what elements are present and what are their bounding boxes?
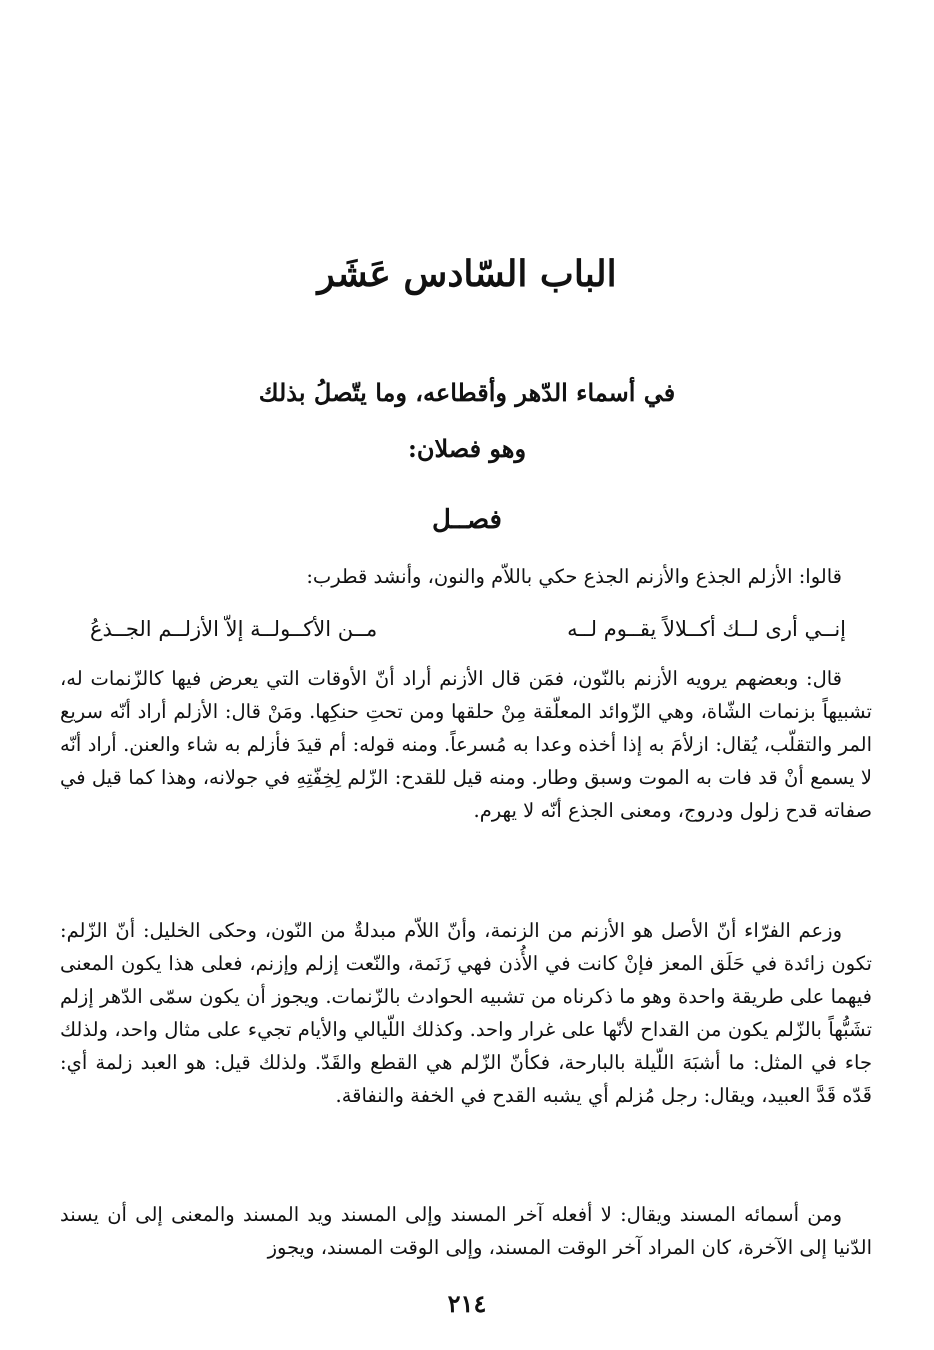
paragraph-2: وزعم الفرّاء أنّ الأصل هو الأزنم من الزنمة، وأنّ اللاّم مبدلةٌ من النّون، وحكى الخليل: أنّ الزّلم: تكون زائدة في حَلَق المعز فإنْ كانت في الأُذن فهي زَنَمة، والنّعت إزلم وإزنم، فعلى هذا يكون المعنى فيهما على طريقة واحدة وهو ما ذكرناه من تشبيه الحوادث بالزّنمات. ويجوز أن يكون سمّى الدّهر إزلم تشَبُّهاً بالزّلم يكون من القداح لأنّها على غرار واحد. وكذلك اللّيالي والأيام تجيء على مثال واحد، ولذلك جاء في المثل: ما أشبَهَ اللّيلة بالبارحة، فكأنّ الزّلم هي القطع والقَدّ. ولذلك قيل: هو العبد زلمة أي: قَدّه قَدَّ العبيد، ويقال: رجل مُزلم أي يشبه القدح في الخفة والنفاقة. bbox=[60, 919, 872, 1107]
page-number: ٢١٤ bbox=[447, 1289, 487, 1318]
poetry-verse bbox=[90, 612, 846, 646]
paragraph-1: قال: وبعضهم يرويه الأزنم بالنّون، فمَن قال الأزنم أراد أنّ الأوقات التي يعرض فيها كالزّنمات له، تشبيهاً بزنمات الشّاة، وهي الزّوائد المعلّقة مِنْ حلقها ومن تحتِ حنكِها. ومَنْ قال: الأزلم أراد أنّه سريع المر والتقلّب، يُقال: ازلأمَ به إذا أخذه وعدا به مُسرعاً. ومنه قوله: أم قيدَ فأزلم به شاء والعنن. أراد أنّه لا يسمع أنْ قد فات به الموت وسبق وطار. ومنه قيل للقدح: الزّلم لِخِفّتِهِ في جولانه، وهذا كما قيل في صفاته قدح زلول ودروج، ومعنى الجذع أنّه لا يهرم. bbox=[60, 667, 872, 822]
intro-block bbox=[60, 560, 872, 593]
verse-second-hemistich: مــن الأكــولــة إلاّ الأزلــم الجــذعُ bbox=[90, 617, 378, 641]
intro-line: قالوا: الأزلم الجذع والأزنم الجذع حكي باللاّم والنون، وأنشد قطرب: bbox=[306, 565, 842, 588]
paragraph-1-block bbox=[60, 662, 872, 827]
verse-first-hemistich: إنــي أرى لــك أكــلالاً يقــوم لــه bbox=[567, 617, 846, 641]
chapter-title: الباب السّادس عَشَر bbox=[317, 253, 617, 295]
paragraph-2-block bbox=[60, 914, 872, 1112]
paragraph-3-block bbox=[60, 1198, 872, 1264]
paragraph-3: ومن أسمائه المسند ويقال: لا أفعله آخر المسند وإلى المسند ويد المسند والمعنى إلى أن يسند الدّنيا إلى الآخرة، كان المراد آخر الوقت المسند، وإلى الوقت المسند، ويجوز bbox=[60, 1203, 872, 1259]
chapter-sections-note: وهو فصلان: bbox=[407, 434, 527, 463]
section-heading: فصــل bbox=[432, 505, 502, 535]
chapter-subtitle: في أسماء الدّهر وأقطاعه، وما يتّصلُ بذلك bbox=[258, 378, 676, 407]
